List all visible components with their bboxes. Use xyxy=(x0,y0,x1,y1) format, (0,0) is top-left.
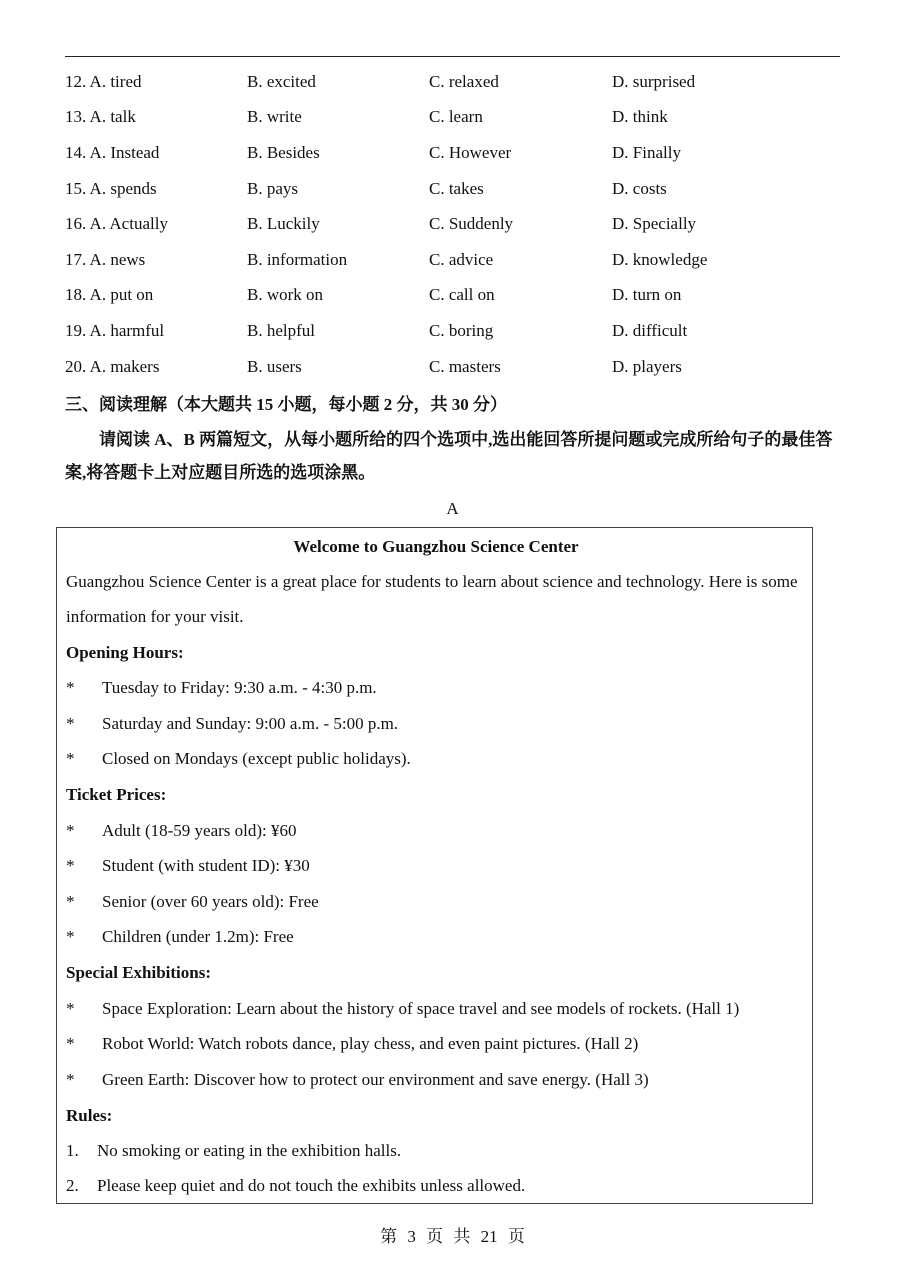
option-d: D. turn on xyxy=(612,285,682,305)
list-item-text: Saturday and Sunday: 9:00 a.m. - 5:00 p.m. xyxy=(102,713,399,733)
bullet-marker: * xyxy=(66,749,75,769)
list-item xyxy=(66,813,806,849)
passage-intro: Guangzhou Science Center is a great place for students to learn about science and technology. Here is some information for your visit. xyxy=(66,571,798,627)
option-a: 13. A. talk xyxy=(65,107,136,127)
list-item-text: Student (with student ID): ¥30 xyxy=(102,856,310,876)
bullet-marker: * xyxy=(66,891,75,911)
passage-title: Welcome to Guangzhou Science Center xyxy=(293,537,579,556)
option-row xyxy=(65,242,855,278)
passage-label: A xyxy=(446,499,459,518)
option-b: B. helpful xyxy=(247,320,315,340)
option-b: B. information xyxy=(247,249,348,269)
option-c: C. learn xyxy=(429,107,483,127)
option-row xyxy=(65,313,855,349)
list-item xyxy=(66,920,806,956)
option-b: B. users xyxy=(247,356,302,376)
option-c: C. However xyxy=(429,142,512,162)
option-d: D. Specially xyxy=(612,214,697,234)
bullet-marker: * xyxy=(66,820,75,840)
list-item xyxy=(66,742,806,778)
bullet-marker: * xyxy=(66,713,75,733)
page-footer: 第 3 页 共 21 页 xyxy=(380,1227,525,1246)
rules-heading: Rules: xyxy=(66,1105,113,1125)
option-a: 12. A. tired xyxy=(65,71,142,91)
option-b: B. pays xyxy=(247,178,298,198)
option-c: C. relaxed xyxy=(429,71,499,91)
option-b: B. Besides xyxy=(247,142,320,162)
option-a: 16. A. Actually xyxy=(65,214,168,234)
option-c: C. masters xyxy=(429,356,501,376)
option-d: D. surprised xyxy=(612,71,696,91)
cloze-options xyxy=(65,64,855,384)
option-a: 19. A. harmful xyxy=(65,320,165,340)
bullet-marker: * xyxy=(66,678,75,698)
list-item-text: Robot World: Watch robots dance, play chess, and even paint pictures. (Hall 2) xyxy=(102,1034,639,1054)
option-d: D. difficult xyxy=(612,320,688,340)
option-row xyxy=(65,278,855,314)
option-d: D. Finally xyxy=(612,142,681,162)
option-row xyxy=(65,64,855,100)
list-item xyxy=(66,991,806,1027)
option-a: 15. A. spends xyxy=(65,178,157,198)
option-c: C. takes xyxy=(429,178,484,198)
bullet-marker: * xyxy=(66,1069,75,1089)
bullet-marker: * xyxy=(66,1034,75,1054)
list-item-text: Green Earth: Discover how to protect our environment and save energy. (Hall 3) xyxy=(102,1069,649,1089)
bullet-marker: * xyxy=(66,856,75,876)
option-d: D. think xyxy=(612,107,668,127)
section-heading: 三、阅读理解（本大题共 15 小题，每小题 2 分，共 30 分） xyxy=(65,395,507,414)
rule-text: No smoking or eating in the exhibition halls. xyxy=(97,1140,402,1160)
option-a: 17. A. news xyxy=(65,249,146,269)
bullet-marker: * xyxy=(66,927,75,947)
rule-number: 2. xyxy=(66,1176,79,1196)
option-b: B. write xyxy=(247,107,302,127)
option-a: 18. A. put on xyxy=(65,285,154,305)
rule-number: 1. xyxy=(66,1140,79,1160)
bullet-marker: * xyxy=(66,998,75,1018)
list-item-text: Closed on Mondays (except public holidays). xyxy=(102,749,411,769)
option-b: B. work on xyxy=(247,285,324,305)
option-c: C. Suddenly xyxy=(429,214,514,234)
list-item-text: Space Exploration: Learn about the history of space travel and see models of rockets. (Hall 1) xyxy=(102,998,740,1018)
option-c: C. call on xyxy=(429,285,495,305)
list-item xyxy=(66,706,806,742)
list-item xyxy=(66,670,806,706)
option-row xyxy=(65,349,855,385)
passage-box xyxy=(56,527,813,1204)
list-item xyxy=(66,884,806,920)
list-item xyxy=(66,1062,806,1098)
header-rule xyxy=(65,56,840,57)
list-item-text: Senior (over 60 years old): Free xyxy=(102,891,319,911)
opening-hours-heading: Opening Hours: xyxy=(66,642,184,662)
option-d: D. costs xyxy=(612,178,667,198)
option-c: C. boring xyxy=(429,320,494,340)
option-c: C. advice xyxy=(429,249,494,269)
list-item xyxy=(66,848,806,884)
option-row xyxy=(65,206,855,242)
option-row xyxy=(65,100,855,136)
option-d: D. players xyxy=(612,356,682,376)
list-item-text: Adult (18-59 years old): ¥60 xyxy=(102,820,297,840)
rule-item xyxy=(66,1133,806,1169)
instructions: 请阅读 A、B 两篇短文，从每小题所给的四个选项中,选出能回答所提问题或完成所给句子的最佳答案,将答题卡上对应题目所选的选项涂黑。 xyxy=(65,430,833,482)
option-b: B. Luckily xyxy=(247,214,320,234)
rule-text: Please keep quiet and do not touch the exhibits unless allowed. xyxy=(97,1176,526,1196)
ticket-prices-heading: Ticket Prices: xyxy=(66,785,167,805)
special-exhibitions-heading: Special Exhibitions: xyxy=(66,963,212,983)
option-row xyxy=(65,135,855,171)
rule-item xyxy=(66,1169,806,1205)
option-b: B. excited xyxy=(247,71,316,91)
option-row xyxy=(65,171,855,207)
list-item-text: Children (under 1.2m): Free xyxy=(102,927,294,947)
list-item-text: Tuesday to Friday: 9:30 a.m. - 4:30 p.m. xyxy=(102,678,377,698)
option-d: D. knowledge xyxy=(612,249,708,269)
list-item xyxy=(66,1026,806,1062)
option-a: 20. A. makers xyxy=(65,356,160,376)
option-a: 14. A. Instead xyxy=(65,142,160,162)
